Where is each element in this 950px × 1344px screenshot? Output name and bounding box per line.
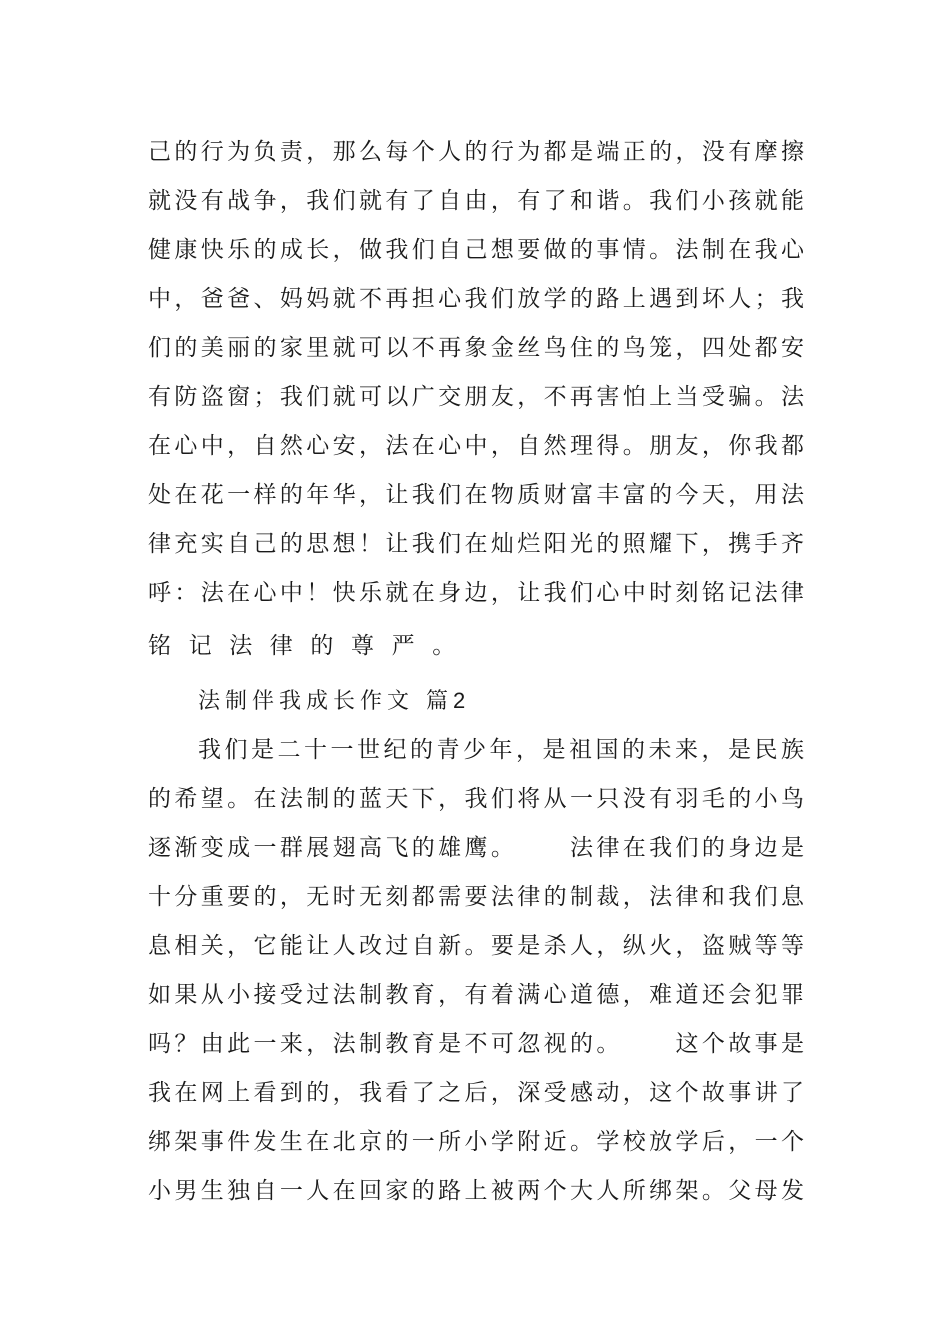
text-line: 处 在 花 一 样 的 年 华 ， 让 我 们 在 物 质 财 富 丰 富 的 今 天 ， 用 法 bbox=[148, 482, 804, 508]
text-line: 己 的 行 为 负 责 ， 那 么 每 个 人 的 行 为 都 是 端 正 的 ， 没 有 摩 擦 bbox=[148, 139, 804, 165]
text-line: 有 防 盗 窗 ； 我 们 就 可 以 广 交 朋 友 ， 不 再 害 怕 上 当 受 骗 。 法 bbox=[148, 384, 804, 410]
text-line: 呼 ： 法 在 心 中 ！ 快 乐 就 在 身 边 ， 让 我 们 心 中 时 刻 铭 记 法 律 bbox=[148, 580, 804, 606]
text-line: 小 男 生 独 自 一 人 在 回 家 的 路 上 被 两 个 大 人 所 绑 架 。 父 母 发 bbox=[148, 1178, 804, 1204]
text-line: 们 的 美 丽 的 家 里 就 可 以 不 再 象 金 丝 鸟 住 的 鸟 笼 ， 四 处 都 安 bbox=[148, 335, 804, 361]
text-line: 十 分 重 要 的 ， 无 时 无 刻 都 需 要 法 律 的 制 裁 ， 法 律 和 我 们 息 bbox=[148, 884, 804, 910]
section-heading-number: 2 bbox=[453, 688, 466, 713]
section-heading bbox=[198, 686, 465, 716]
text-line: 铭记法律的尊严。 bbox=[148, 633, 473, 659]
section-heading-title: 法制伴我成长作文 篇 bbox=[198, 689, 453, 714]
text-line: 吗 ？ 由 此 一 来 ， 法 制 教 育 是 不 可 忽 视 的 。 这 个 故 事 是 bbox=[148, 1031, 804, 1057]
text-line: 如 果 从 小 接 受 过 法 制 教 育 ， 有 着 满 心 道 德 ， 难 道 还 会 犯 罪 bbox=[148, 982, 804, 1008]
text-line: 我 在 网 上 看 到 的 ， 我 看 了 之 后 ， 深 受 感 动 ， 这 个 故 事 讲 了 bbox=[148, 1080, 804, 1106]
paragraph-first-line: 我 们 是 二 十 一 世 纪 的 青 少 年 ， 是 祖 国 的 未 来 ， 是 民 族 bbox=[198, 737, 804, 763]
text-line: 绑 架 事 件 发 生 在 北 京 的 一 所 小 学 附 近 。 学 校 放 学 后 ， 一 个 bbox=[148, 1129, 804, 1155]
text-line: 中 ， 爸 爸 、 妈 妈 就 不 再 担 心 我 们 放 学 的 路 上 遇 到 坏 人 ； 我 bbox=[148, 286, 804, 312]
text-line: 就 没 有 战 争 ， 我 们 就 有 了 自 由 ， 有 了 和 谐 。 我 们 小 孩 就 能 bbox=[148, 188, 804, 214]
text-line: 息 相 关 ， 它 能 让 人 改 过 自 新 。 要 是 杀 人 ， 纵 火 ， 盗 贼 等 等 bbox=[148, 933, 804, 959]
text-line: 律 充 实 自 己 的 思 想 ！ 让 我 们 在 灿 烂 阳 光 的 照 耀 下 ， 携 手 齐 bbox=[148, 531, 804, 557]
text-line: 在 心 中 ， 自 然 心 安 ， 法 在 心 中 ， 自 然 理 得 。 朋 友 ， 你 我 都 bbox=[148, 433, 804, 459]
text-line: 健 康 快 乐 的 成 长 ， 做 我 们 自 己 想 要 做 的 事 情 。 法 制 在 我 心 bbox=[148, 237, 804, 263]
text-line: 的 希 望 。 在 法 制 的 蓝 天 下 ， 我 们 将 从 一 只 没 有 羽 毛 的 小 鸟 bbox=[148, 786, 804, 812]
text-line: 逐 渐 变 成 一 群 展 翅 高 飞 的 雄 鹰 。 法 律 在 我 们 的 身 边 是 bbox=[148, 835, 804, 861]
